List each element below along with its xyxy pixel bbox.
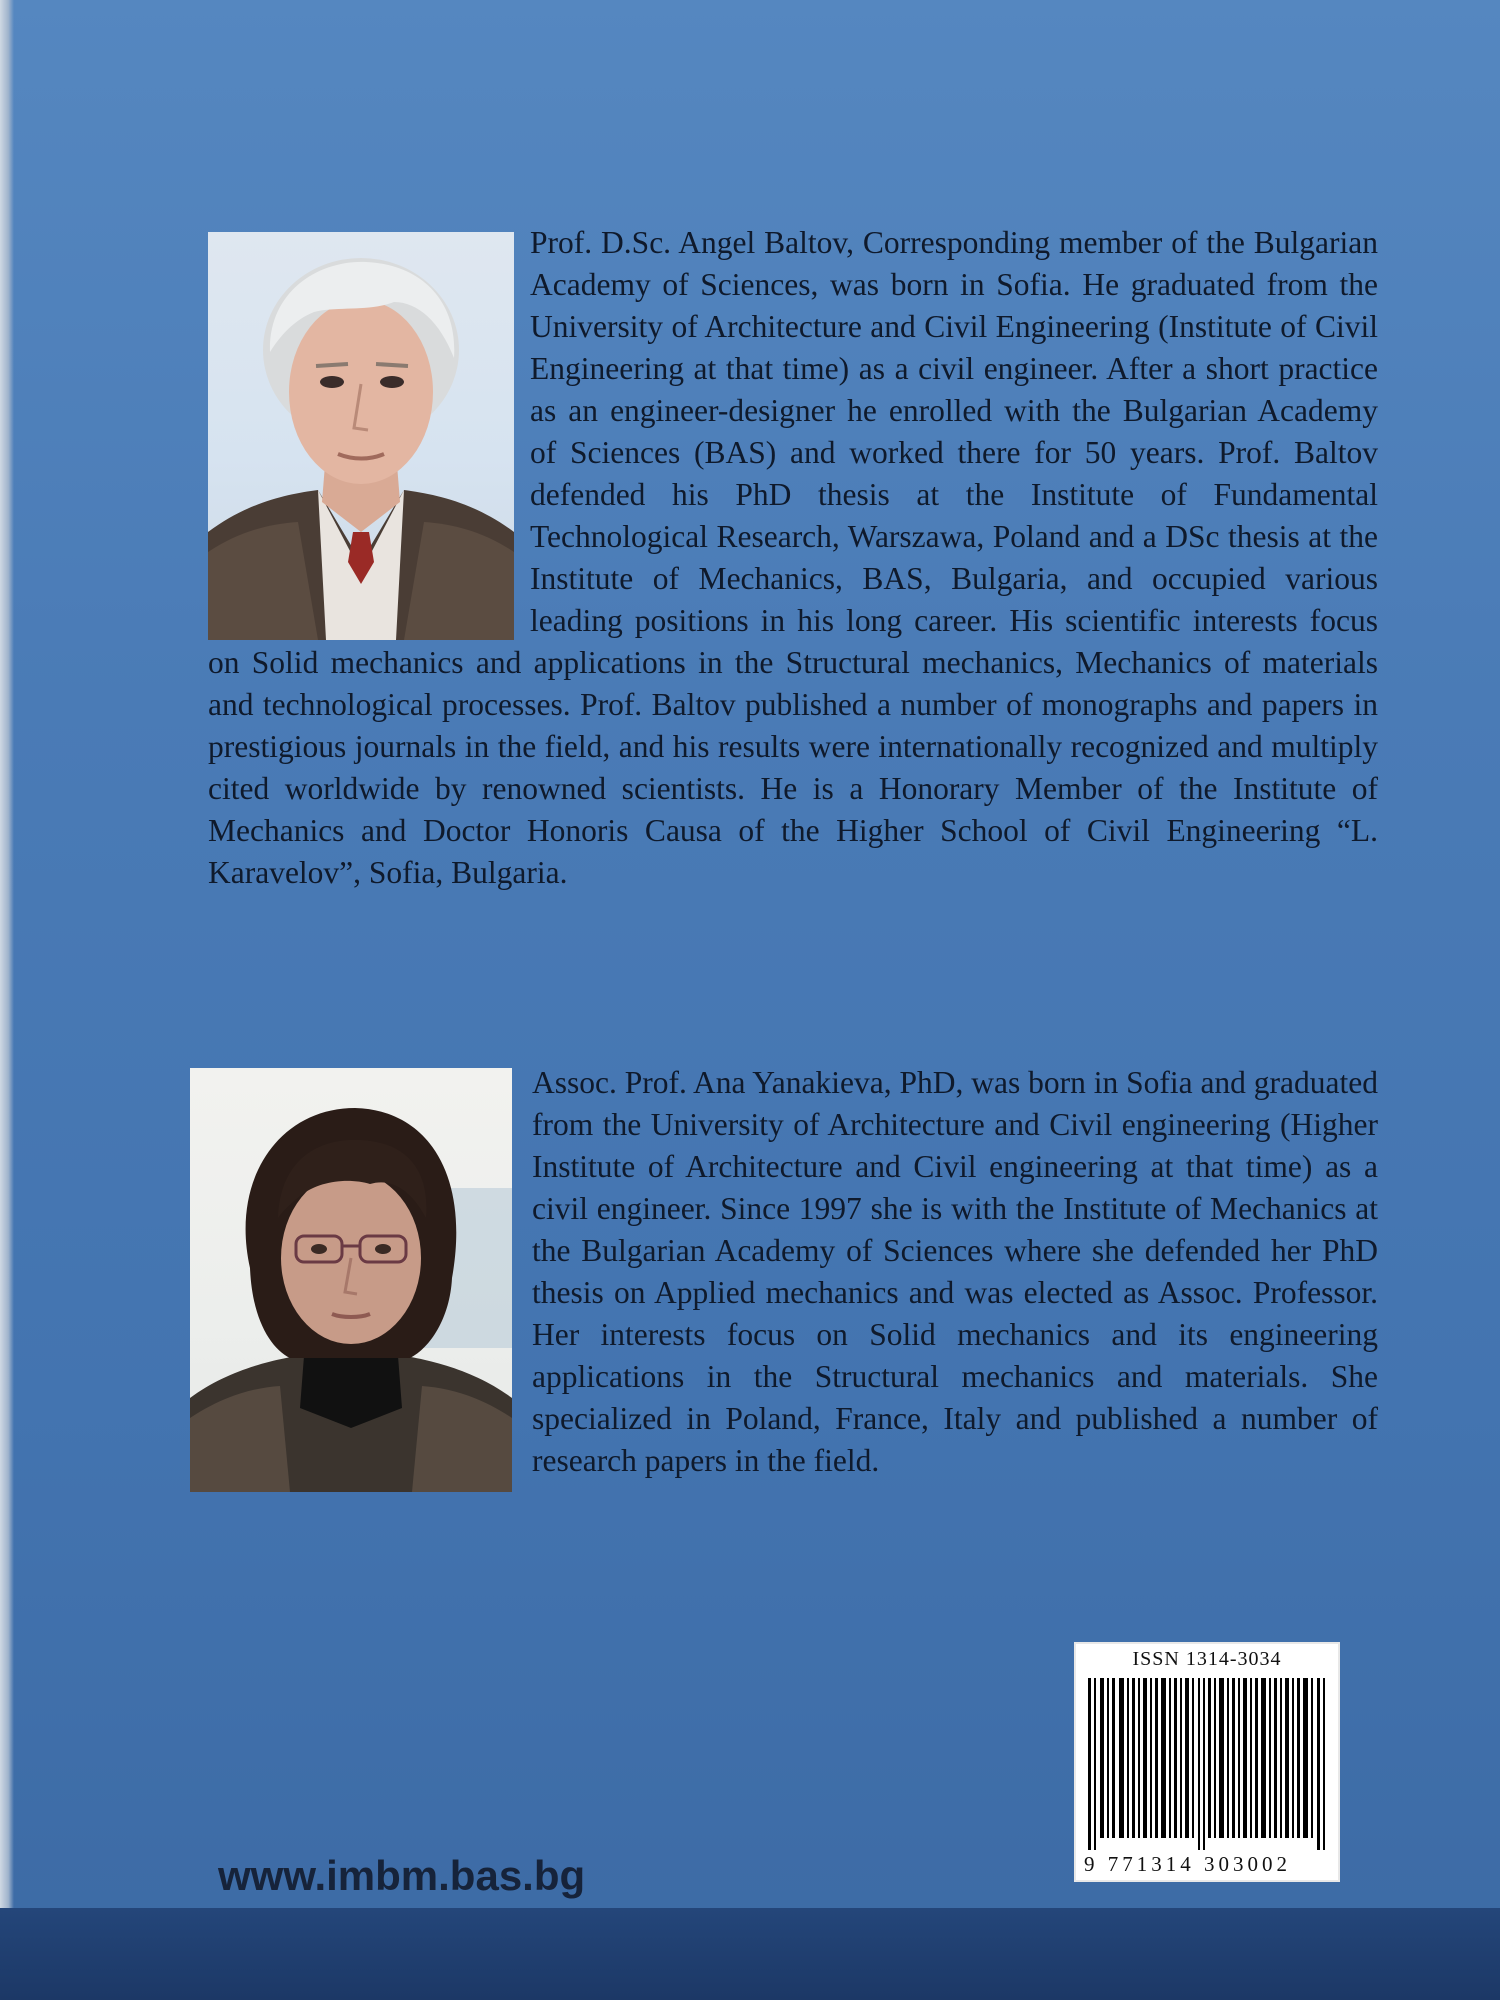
barcode-digits: 9 771314 303002 xyxy=(1084,1852,1291,1876)
portrait-photo-yanakieva xyxy=(190,1068,512,1492)
issn-label: ISSN 1314-3034 xyxy=(1132,1648,1282,1670)
issn-barcode xyxy=(1074,1642,1340,1882)
barcode-icon xyxy=(1086,1678,1332,1850)
bio-yanakieva-text: Assoc. Prof. Ana Yanakieva, PhD, was born in Sofia and graduated from the University of Architecture and Civil engineering (Higher Institute of Architecture and Civil engineering at that time) as a civil engineer. Since 1997 she is with the Institute of Mechanics at the Bulgarian Academy of Sciences where she defended her PhD thesis on Applied mechanics and was elected as Assoc. Professor. Her interests focus on Solid mechanics and its engineering applications in the Structural mechanics and materials. She specialized in Poland, France, Italy and published a number of research papers in the field. xyxy=(532,1065,1378,1478)
portrait-baltov-image xyxy=(208,232,514,640)
bottom-band xyxy=(0,1908,1500,2000)
bio-baltov-text: Prof. D.Sc. Angel Baltov, Corresponding member of the Bulgarian Academy of Sciences, was born in Sofia. He graduated from the University of Architecture and Civil Engineering (Institute of Civil Engineering at that time) as a civil engineer. After a short practice as an engineer-designer he enrolled with the Bulgarian Academy of Sciences (BAS) and worked there for 50 years. Prof. Baltov defended his PhD thesis at the Institute of Fundamental Technological Research, Warszawa, Poland and a DSc thesis at the Institute of Mechanics, BAS, Bulgaria, and occupied various leading positions in his long career. His scientific interests focus on Solid mechanics and applications in the Structural mechanics, Mechanics of materials and technological processes. Prof. Baltov published a number of monographs and papers in prestigious journals in the field, and his results were internationally recognized and multiply cited worldwide by renowned scientists. He is a Honorary Member of the Institute of Mechanics and Doctor Honoris Causa of the Higher School of Civil Engineering “L. Karavelov”, Sofia, Bulgaria. xyxy=(208,225,1378,890)
website-url: www.imbm.bas.bg xyxy=(218,1852,586,1899)
portrait-yanakieva-image xyxy=(190,1068,512,1492)
spine-edge xyxy=(0,0,14,2000)
portrait-photo-baltov xyxy=(208,232,514,640)
